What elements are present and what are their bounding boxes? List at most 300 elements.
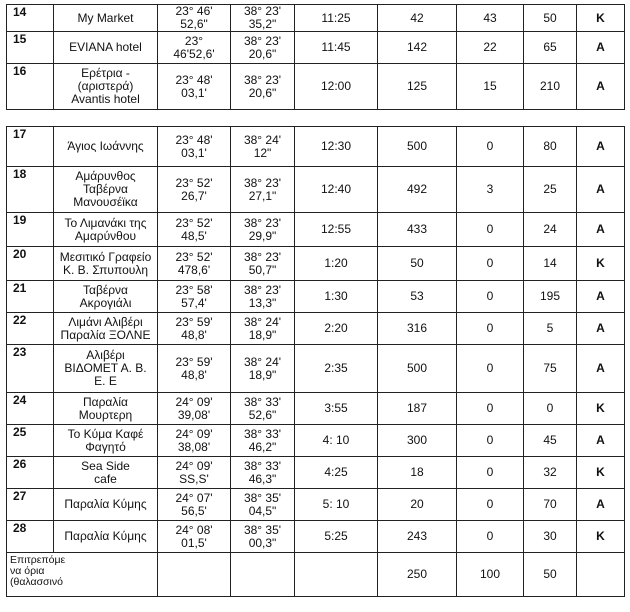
latitude-line: 00,3" [248, 535, 277, 550]
latitude [231, 345, 295, 393]
value-1 [378, 313, 457, 345]
station-id [7, 457, 54, 489]
longitude-line: 478,6' [177, 262, 211, 277]
classification [577, 213, 625, 247]
value-3-text: 75 [543, 361, 557, 375]
value-3-text: 0 [546, 401, 554, 415]
station-id-text: 16 [13, 64, 27, 78]
value-2-text: 0 [486, 401, 494, 415]
value-3-text: 14 [543, 256, 557, 270]
limits-row [7, 553, 625, 597]
station-id-text: 17 [13, 127, 27, 141]
classification [577, 393, 625, 425]
value-2-text: 43 [483, 10, 497, 25]
latitude-line: 38° 23' [243, 282, 282, 297]
limits-label-line: Επιτρεπόμε [10, 554, 66, 566]
value-3-text: 32 [543, 465, 557, 479]
classification-text: A [596, 79, 605, 93]
longitude-line: 23° [184, 33, 204, 48]
value-2-text: 0 [486, 361, 494, 375]
station-id-text: 19 [13, 213, 27, 227]
value-1-text: 50 [410, 256, 424, 270]
sampling-time-text: 4:25 [324, 465, 348, 479]
value-3 [524, 5, 577, 32]
longitude-line: 23° 48' [175, 72, 213, 87]
station-id [7, 521, 54, 553]
sampling-time [295, 281, 378, 313]
latitude-line: 38° 35' [243, 490, 282, 505]
latitude-line: 38° 33' [243, 426, 282, 441]
station-name-line: Ταβέρνα [83, 282, 128, 297]
value-1-text: 53 [410, 289, 424, 303]
value-2 [457, 213, 524, 247]
value-3 [524, 127, 577, 167]
station-id-text: 27 [13, 489, 27, 503]
value-3-text: 195 [539, 289, 561, 303]
table-row [7, 127, 625, 167]
station-name-line: (αριστερά) [77, 79, 134, 93]
station-name-line: Παραλία Κύμης [64, 497, 147, 511]
value-1 [378, 32, 457, 64]
longitude-line: 38,08' [177, 439, 211, 454]
longitude-line: 48,8' [181, 327, 207, 342]
latitude-line: 18,9" [248, 327, 277, 342]
sampling-time-text: 5: 10 [322, 497, 350, 511]
sampling-time-text: 1:20 [324, 256, 348, 270]
value-1-text: 187 [406, 401, 428, 415]
longitude-line: SS,S' [179, 471, 209, 486]
longitude [158, 167, 231, 213]
latitude-line: 38° 33' [243, 394, 282, 409]
limits-label-line: (θαλασσινό [10, 576, 63, 588]
station-name-line: Μουρτερη [78, 407, 133, 422]
value-1 [378, 489, 457, 521]
value-1-text: 492 [406, 182, 428, 196]
classification-text: K [596, 465, 605, 479]
classification-text: A [596, 222, 605, 236]
station-id-text: 23 [13, 345, 27, 359]
longitude-line: 52,6" [180, 17, 208, 31]
latitude-line: 38° 24' [243, 354, 282, 369]
classification [577, 521, 625, 553]
sampling-time-text: 11:45 [321, 40, 351, 54]
sampling-time [295, 127, 378, 167]
classification [577, 32, 625, 64]
station-name [54, 393, 158, 425]
latitude-line: 38° 24' [243, 132, 282, 147]
value-3-text: 24 [543, 222, 557, 236]
station-id-text: 18 [13, 167, 27, 181]
value-1 [378, 213, 457, 247]
value-2 [457, 32, 524, 64]
station-id [7, 167, 54, 213]
classification [577, 313, 625, 345]
station-id [7, 247, 54, 281]
latitude [231, 5, 295, 32]
station-id [7, 127, 54, 167]
limit-value-1-text: 250 [406, 567, 428, 581]
latitude-line: 38° 24' [243, 314, 282, 329]
station-id [7, 425, 54, 457]
value-2-text: 0 [486, 256, 494, 270]
value-3-text: 65 [543, 40, 557, 54]
sampling-time-text: 1:30 [324, 289, 348, 303]
value-2 [457, 5, 524, 32]
latitude [231, 281, 295, 313]
station-id-text: 28 [13, 521, 27, 535]
latitude-line: 38° 23' [243, 249, 282, 264]
sampling-time [295, 425, 378, 457]
longitude [158, 457, 231, 489]
sampling-time-text: 12:55 [320, 222, 352, 236]
sampling-table-top [6, 4, 625, 110]
station-name-line: Ακρογιάλι [79, 295, 132, 310]
value-2 [457, 313, 524, 345]
longitude-line: 23° 52' [175, 215, 213, 230]
sampling-time [295, 345, 378, 393]
sampling-time [295, 457, 378, 489]
sampling-time-text: 3:55 [324, 401, 348, 415]
station-name [54, 127, 158, 167]
value-3 [524, 457, 577, 489]
station-id-text: 20 [13, 247, 27, 261]
station-name [54, 64, 158, 110]
station-name [54, 313, 158, 345]
classification [577, 64, 625, 110]
longitude-line: 23° 52' [175, 249, 213, 264]
station-name-line: Φαγητό [85, 439, 126, 454]
station-id-text: 26 [13, 457, 27, 471]
station-name-line: Παραλία [83, 394, 128, 409]
value-1 [378, 345, 457, 393]
value-3-text: 80 [543, 139, 557, 153]
limit-value-3-text: 50 [543, 567, 557, 581]
station-name-line: Παραλία ΞΟΛΝΕ [60, 327, 151, 342]
value-3 [524, 64, 577, 110]
latitude-line: 46,3" [248, 471, 277, 486]
value-2 [457, 521, 524, 553]
longitude [158, 127, 231, 167]
classification-text: A [596, 321, 605, 335]
longitude [158, 489, 231, 521]
classification-text: A [596, 497, 605, 511]
table-row [7, 213, 625, 247]
value-1-text: 125 [406, 79, 428, 93]
station-name-line: Ταβέρνα [83, 182, 128, 196]
latitude-line: 38° 33' [243, 458, 282, 473]
longitude-line: 48,5' [181, 228, 207, 243]
table-row [7, 393, 625, 425]
latitude [231, 393, 295, 425]
classification-text: K [596, 401, 605, 415]
limits-label-line: να όρια [10, 565, 45, 577]
station-name-line: Avantis hotel [71, 92, 140, 106]
sampling-time [295, 489, 378, 521]
longitude [158, 281, 231, 313]
latitude-line: 38° 35' [243, 522, 282, 537]
sampling-time [295, 313, 378, 345]
value-2 [457, 425, 524, 457]
classification-text: A [596, 433, 605, 447]
longitude-line: 48,8' [181, 367, 207, 382]
sampling-time [295, 393, 378, 425]
table-row [7, 489, 625, 521]
value-2-text: 0 [486, 321, 494, 335]
classification [577, 425, 625, 457]
latitude [231, 32, 295, 64]
latitude-line: 38° 23' [243, 215, 282, 230]
classification [577, 489, 625, 521]
station-id-text: 24 [13, 393, 27, 407]
value-2-text: 0 [486, 289, 494, 303]
limit-value-1 [378, 553, 457, 597]
sampling-time [295, 5, 378, 32]
value-2 [457, 393, 524, 425]
latitude-line: 13,3" [248, 295, 277, 310]
station-name-line: My Market [77, 10, 134, 25]
value-3 [524, 521, 577, 553]
station-name-line: Το Κύμα Καφέ [67, 426, 144, 441]
longitude-line: 39,08' [177, 407, 211, 422]
value-1 [378, 247, 457, 281]
value-3 [524, 167, 577, 213]
value-3 [524, 313, 577, 345]
sampling-time-text: 12:40 [320, 182, 352, 196]
limit-value-3 [524, 553, 577, 597]
latitude-line: 38° 23' [243, 33, 282, 48]
station-name-line: Αμαρύνθου [74, 228, 137, 243]
value-1-text: 316 [406, 321, 428, 335]
value-2 [457, 457, 524, 489]
value-3 [524, 32, 577, 64]
classification [577, 127, 625, 167]
station-name-line: Μεσιτικό Γραφείο [59, 249, 152, 264]
classification-text: K [596, 256, 605, 270]
longitude-line: 24° 09' [175, 394, 213, 409]
table-row [7, 167, 625, 213]
value-2-text: 15 [483, 79, 497, 93]
station-id-text: 21 [13, 281, 27, 295]
longitude-line: 23° 52' [175, 175, 213, 190]
table-row [7, 457, 625, 489]
value-2 [457, 167, 524, 213]
latitude-line: 18,9" [248, 367, 277, 382]
limits-empty [577, 553, 625, 597]
table-row [7, 345, 625, 393]
station-name-line: Μανουσέϊκα [73, 195, 138, 209]
classification-text: A [596, 139, 605, 153]
sampling-time [295, 521, 378, 553]
latitude-line: 52,6" [248, 407, 277, 422]
station-name [54, 281, 158, 313]
value-3 [524, 345, 577, 393]
longitude-line: 24° 09' [175, 458, 213, 473]
latitude-line: 12" [253, 145, 272, 160]
value-1-text: 142 [406, 40, 428, 54]
value-1 [378, 5, 457, 32]
station-name-line: Αλιβέρι [86, 348, 125, 362]
table-row [7, 313, 625, 345]
longitude [158, 247, 231, 281]
limit-value-2-text: 100 [479, 567, 501, 581]
value-1-text: 433 [406, 222, 428, 236]
classification-text: K [596, 10, 605, 25]
longitude-line: 23° 48' [175, 132, 213, 147]
latitude [231, 313, 295, 345]
sampling-time-text: 2:35 [324, 361, 348, 375]
table-row [7, 281, 625, 313]
station-name-line: Ερέτρια - [81, 66, 130, 80]
longitude [158, 64, 231, 110]
station-name [54, 457, 158, 489]
longitude-line: 57,4' [181, 295, 207, 310]
longitude-line: 23° 59' [175, 354, 213, 369]
value-3-text: 30 [543, 529, 557, 543]
value-1-text: 20 [410, 497, 424, 511]
sampling-time [295, 64, 378, 110]
classification-text: K [596, 529, 605, 543]
station-name-line: Παραλία Κύμης [64, 529, 147, 543]
longitude-line: 24° 07' [175, 490, 213, 505]
table-row [7, 247, 625, 281]
value-3-text: 50 [543, 10, 557, 25]
classification-text: A [596, 40, 605, 54]
sampling-time-text: 4: 10 [322, 433, 350, 447]
longitude-line: 56,5' [181, 503, 207, 518]
latitude [231, 425, 295, 457]
latitude [231, 521, 295, 553]
longitude [158, 393, 231, 425]
value-1-text: 500 [406, 139, 428, 153]
value-2-text: 0 [486, 433, 494, 447]
latitude [231, 457, 295, 489]
station-name-line: Κ. Β. Σπυπουλη [62, 262, 149, 277]
longitude-line: 03,1' [181, 145, 207, 160]
limits-empty [158, 553, 231, 597]
longitude-line: 03,1' [181, 85, 207, 100]
classification [577, 281, 625, 313]
longitude [158, 313, 231, 345]
station-name-line: Άγιος Ιωάννης [67, 139, 144, 153]
station-id [7, 345, 54, 393]
station-name-line: Αμάρυνθος [75, 169, 136, 183]
station-name-line: Λιμάνι Αλιβέρι [68, 314, 143, 329]
value-1 [378, 64, 457, 110]
station-id [7, 213, 54, 247]
latitude-line: 20,6" [248, 85, 277, 100]
limits-empty [231, 553, 295, 597]
classification [577, 457, 625, 489]
value-1 [378, 281, 457, 313]
latitude [231, 64, 295, 110]
value-2-text: 22 [483, 40, 497, 54]
value-2-text: 0 [486, 529, 494, 543]
value-2 [457, 64, 524, 110]
sampling-time-text: 12:30 [320, 139, 352, 153]
sampling-time [295, 32, 378, 64]
longitude [158, 5, 231, 32]
value-2-text: 0 [486, 222, 494, 236]
value-3-text: 45 [543, 433, 557, 447]
station-name [54, 167, 158, 213]
classification [577, 247, 625, 281]
longitude-line: 23° 46' [175, 4, 213, 18]
classification [577, 167, 625, 213]
longitude-line: 46'52,6' [173, 46, 215, 61]
station-id [7, 313, 54, 345]
station-name [54, 32, 158, 64]
value-1 [378, 425, 457, 457]
latitude-line: 27,1" [248, 188, 277, 203]
station-name-line: cafe [94, 471, 117, 486]
table-row [7, 64, 625, 110]
latitude-line: 38° 23' [243, 4, 282, 18]
latitude [231, 167, 295, 213]
sampling-time [295, 247, 378, 281]
station-name [54, 489, 158, 521]
value-2 [457, 127, 524, 167]
longitude-line: 23° 58' [175, 282, 213, 297]
latitude-line: 50,7" [248, 262, 277, 277]
limit-value-2 [457, 553, 524, 597]
latitude [231, 127, 295, 167]
sampling-time-text: 11:25 [321, 10, 351, 25]
value-2 [457, 489, 524, 521]
station-id [7, 32, 54, 64]
value-1-text: 18 [410, 465, 424, 479]
station-name-line: Ε. Ε [94, 374, 117, 388]
sampling-time-text: 2:20 [324, 321, 348, 335]
value-1 [378, 127, 457, 167]
station-name [54, 213, 158, 247]
classification [577, 5, 625, 32]
value-2 [457, 281, 524, 313]
table-row [7, 521, 625, 553]
value-3 [524, 247, 577, 281]
value-3-text: 5 [546, 321, 554, 335]
classification-text: A [596, 361, 605, 375]
longitude [158, 521, 231, 553]
value-3 [524, 213, 577, 247]
value-2-text: 0 [486, 139, 494, 153]
station-name-line: ΒΙΔΟΜΕΤ Α. Β. [64, 361, 147, 375]
value-1 [378, 457, 457, 489]
station-name [54, 425, 158, 457]
latitude [231, 213, 295, 247]
value-3 [524, 489, 577, 521]
value-3 [524, 393, 577, 425]
longitude [158, 345, 231, 393]
value-2 [457, 345, 524, 393]
table-row [7, 32, 625, 64]
longitude [158, 425, 231, 457]
station-id [7, 5, 54, 32]
value-3-text: 70 [543, 497, 557, 511]
longitude-line: 24° 08' [175, 522, 213, 537]
station-name [54, 5, 158, 32]
sampling-table-bottom [6, 126, 625, 597]
longitude-line: 01,5' [181, 535, 207, 550]
sampling-time [295, 167, 378, 213]
value-1-text: 42 [410, 10, 424, 25]
station-name-line: EVIANA hotel [69, 40, 142, 54]
classification [577, 345, 625, 393]
station-name [54, 345, 158, 393]
station-id [7, 64, 54, 110]
latitude-line: 20,6" [248, 46, 277, 61]
longitude [158, 213, 231, 247]
value-3-text: 210 [539, 79, 561, 93]
